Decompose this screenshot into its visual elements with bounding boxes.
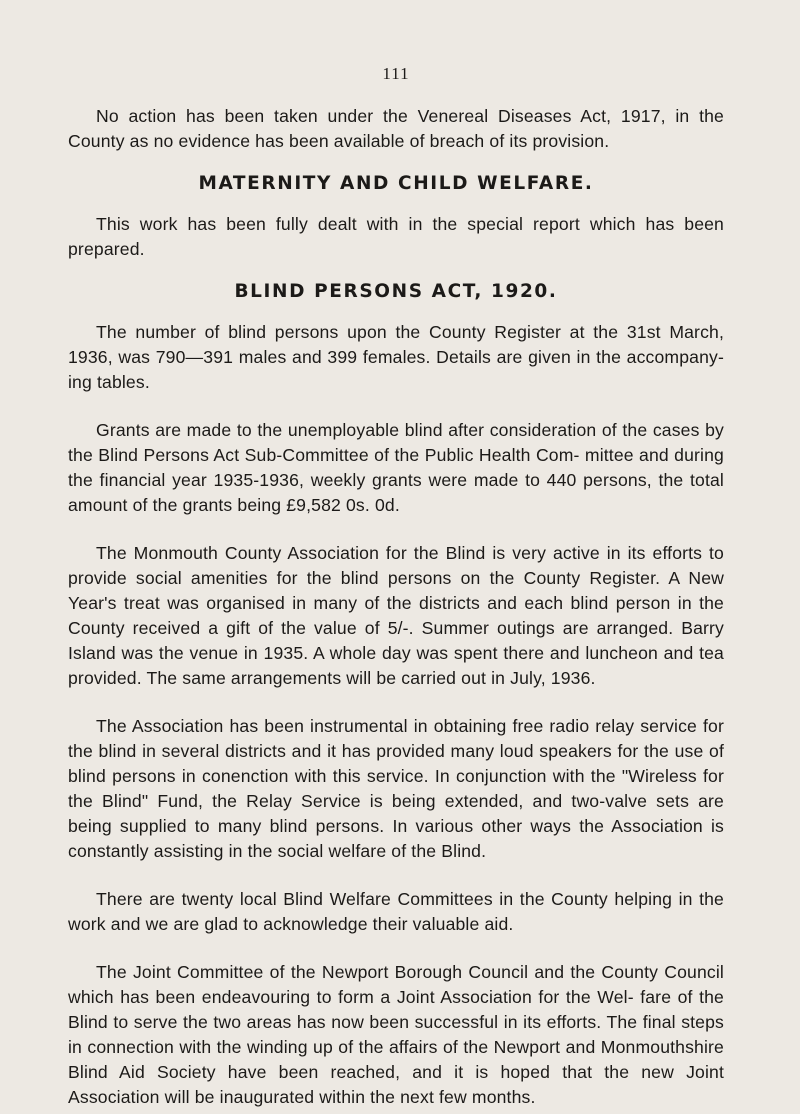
blind-register-paragraph: The number of blind persons upon the County Register at the 31st March, 1936, was 790—391 males and 399 females. Details are given in the accompany- ing tables. [68, 322, 724, 392]
radio-relay-paragraph: The Association has been instrumental in obtaining free radio relay service for the blind in several districts and it has provided many loud speakers for the use of blind persons in conenction with this service. In conjunction with the "Wireless for the Blind" Fund, the Relay Service is being extended, and two-valve sets are being supplied to many blind persons. In various other ways the Association is constantly assisting in the social welfare of the Blind. [68, 716, 724, 861]
maternity-heading: MATERNITY AND CHILD WELFARE. [198, 173, 594, 194]
page-number: 111 [382, 64, 410, 83]
joint-committee-paragraph: The Joint Committee of the Newport Borough Council and the County Council which has been endeavouring to form a Joint Association for the Wel- fare of the Blind to serve the two areas has now been successful in its efforts. The final steps in connection with the winding up of the affairs of the Newport and Monmouthshire Blind Aid Society have been reached, and it is hoped that the new Joint Association will be inaugurated within the next few months. [68, 962, 724, 1107]
venereal-diseases-paragraph: No action has been taken under the Venereal Diseases Act, 1917, in the County as no evidence has been available of breach of its provision. [68, 106, 724, 151]
local-committees-paragraph: There are twenty local Blind Welfare Committees in the County helping in the work and we are glad to acknowledge their valuable aid. [68, 889, 724, 934]
blind-persons-heading: BLIND PERSONS ACT, 1920. [234, 281, 558, 302]
county-association-paragraph: The Monmouth County Association for the Blind is very active in its efforts to provide social amenities for the blind persons on the County Register. A New Year's treat was organised in many of the districts and each blind person in the County received a gift of the value of 5/-. Summer outings are arranged. Barry Island was the venue in 1935. A whole day was spent there and luncheon and tea provided. The same arrangements will be carried out in July, 1936. [68, 543, 724, 688]
blind-grants-paragraph: Grants are made to the unemployable blind after consideration of the cases by the Blind Persons Act Sub-Committee of the Public Health Com- mittee and during the financial year 1935-1936, weekly grants were made to 440 persons, the total amount of the grants being £9,582 0s. 0d. [68, 420, 724, 515]
maternity-paragraph: This work has been fully dealt with in the special report which has been prepared. [68, 214, 724, 259]
